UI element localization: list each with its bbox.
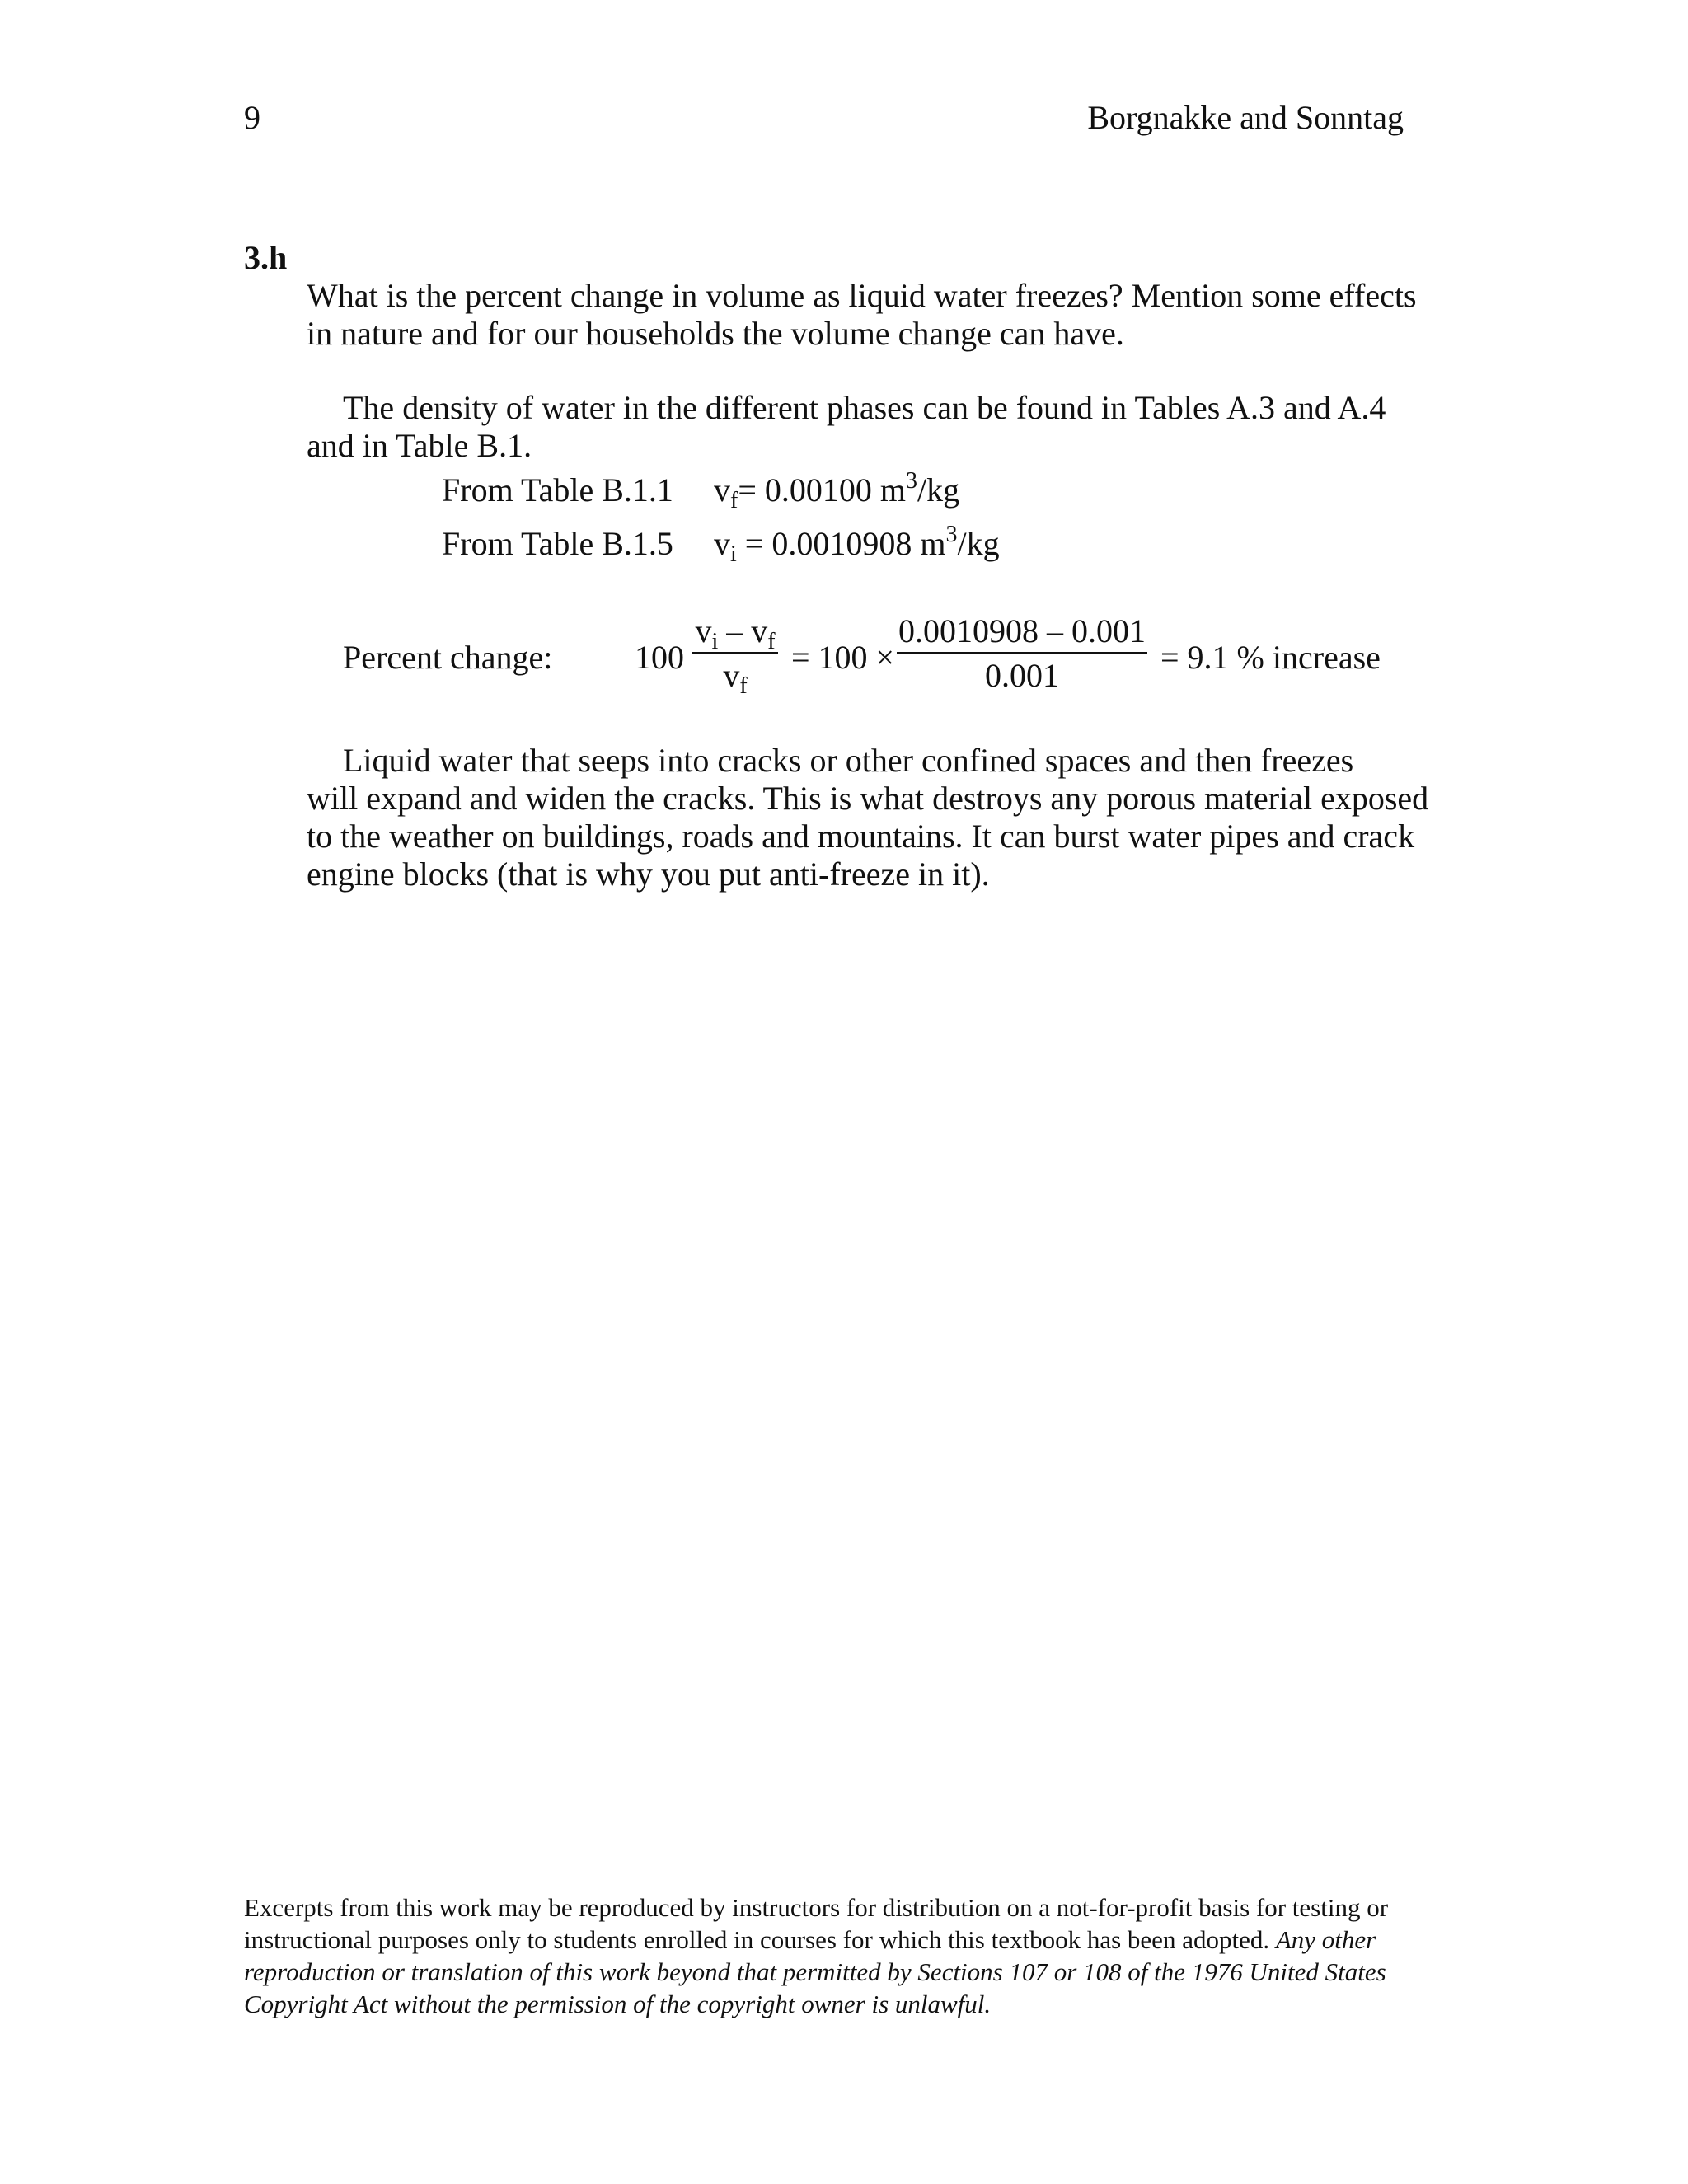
fraction-bar <box>692 652 778 654</box>
copyright-footer <box>244 1891 1447 2020</box>
footer-italic-text: Any other reproduction or translation of this work beyond that permitted by Sections 107 or 108 of the 1976 United States Copyright Act without the permission of the copyright owner is unlawful. <box>244 1925 1386 2018</box>
unit-suffix: /kg <box>917 471 960 509</box>
var-value: = 0.0010908 m <box>736 525 946 562</box>
fraction-symbolic <box>692 612 778 699</box>
problem-number: 3.h <box>244 239 288 276</box>
fraction-denominator: $v_f$ <box>723 657 748 699</box>
factor-100: 100 <box>635 639 684 676</box>
intro-line-2: and in Table B.1. <box>307 427 532 464</box>
fraction-bar <box>897 652 1147 654</box>
fraction-numeric <box>897 612 1147 695</box>
equals-times-100: = 100 × <box>791 639 895 676</box>
var-value: = 0.00100 m <box>738 471 906 509</box>
solution-intro <box>307 389 1477 465</box>
result-value: = 9.1 % increase <box>1160 639 1381 676</box>
question-line-2: in nature and for our households the volume change can have. <box>307 315 1124 352</box>
problem-question <box>307 277 1461 353</box>
var-subscript: i <box>730 541 737 567</box>
table-row-b15 <box>442 522 1000 567</box>
running-header: Borgnakke and Sonntag <box>1087 99 1404 136</box>
percent-change-label: Percent change: <box>343 639 553 676</box>
effects-line: will expand and widen the cracks. This is what destroys any porous material exposed <box>307 780 1429 817</box>
effects-line: engine blocks (that is why you put anti-freeze in it). <box>307 855 990 893</box>
table-row-b11 <box>442 468 960 513</box>
fraction-numerator: 0.0010908 – 0.001 <box>898 612 1146 649</box>
effects-line: to the weather on buildings, roads and mountains. It can burst water pipes and crack <box>307 818 1415 855</box>
page-number: 9 <box>244 99 260 136</box>
table-source: From Table B.1.1 <box>442 471 673 509</box>
effects-paragraph <box>307 742 1477 893</box>
table-source: From Table B.1.5 <box>442 525 673 562</box>
footer-normal-text: Excerpts from this work may be reproduced by instructors for distribution on a not-for-profit basis for testing or instructional purposes only to students enrolled in courses for which this textbook has been adopted. <box>244 1893 1389 1954</box>
fraction-numerator: $v_i - v_f$ <box>695 612 776 654</box>
effects-line: Liquid water that seeps into cracks or other confined spaces and then freezes <box>343 742 1354 779</box>
unit-exponent: 3 <box>945 522 958 547</box>
var-symbol: v <box>714 525 730 562</box>
unit-exponent: 3 <box>906 468 917 494</box>
var-symbol: v <box>714 471 730 509</box>
question-line-1: What is the percent change in volume as liquid water freezes? Mention some effects <box>307 277 1417 314</box>
intro-line-1: The density of water in the different phases can be found in Tables A.3 and A.4 <box>343 389 1386 426</box>
var-subscript: f <box>730 488 738 513</box>
fraction-denominator: 0.001 <box>985 657 1059 694</box>
unit-suffix: /kg <box>957 525 1000 562</box>
